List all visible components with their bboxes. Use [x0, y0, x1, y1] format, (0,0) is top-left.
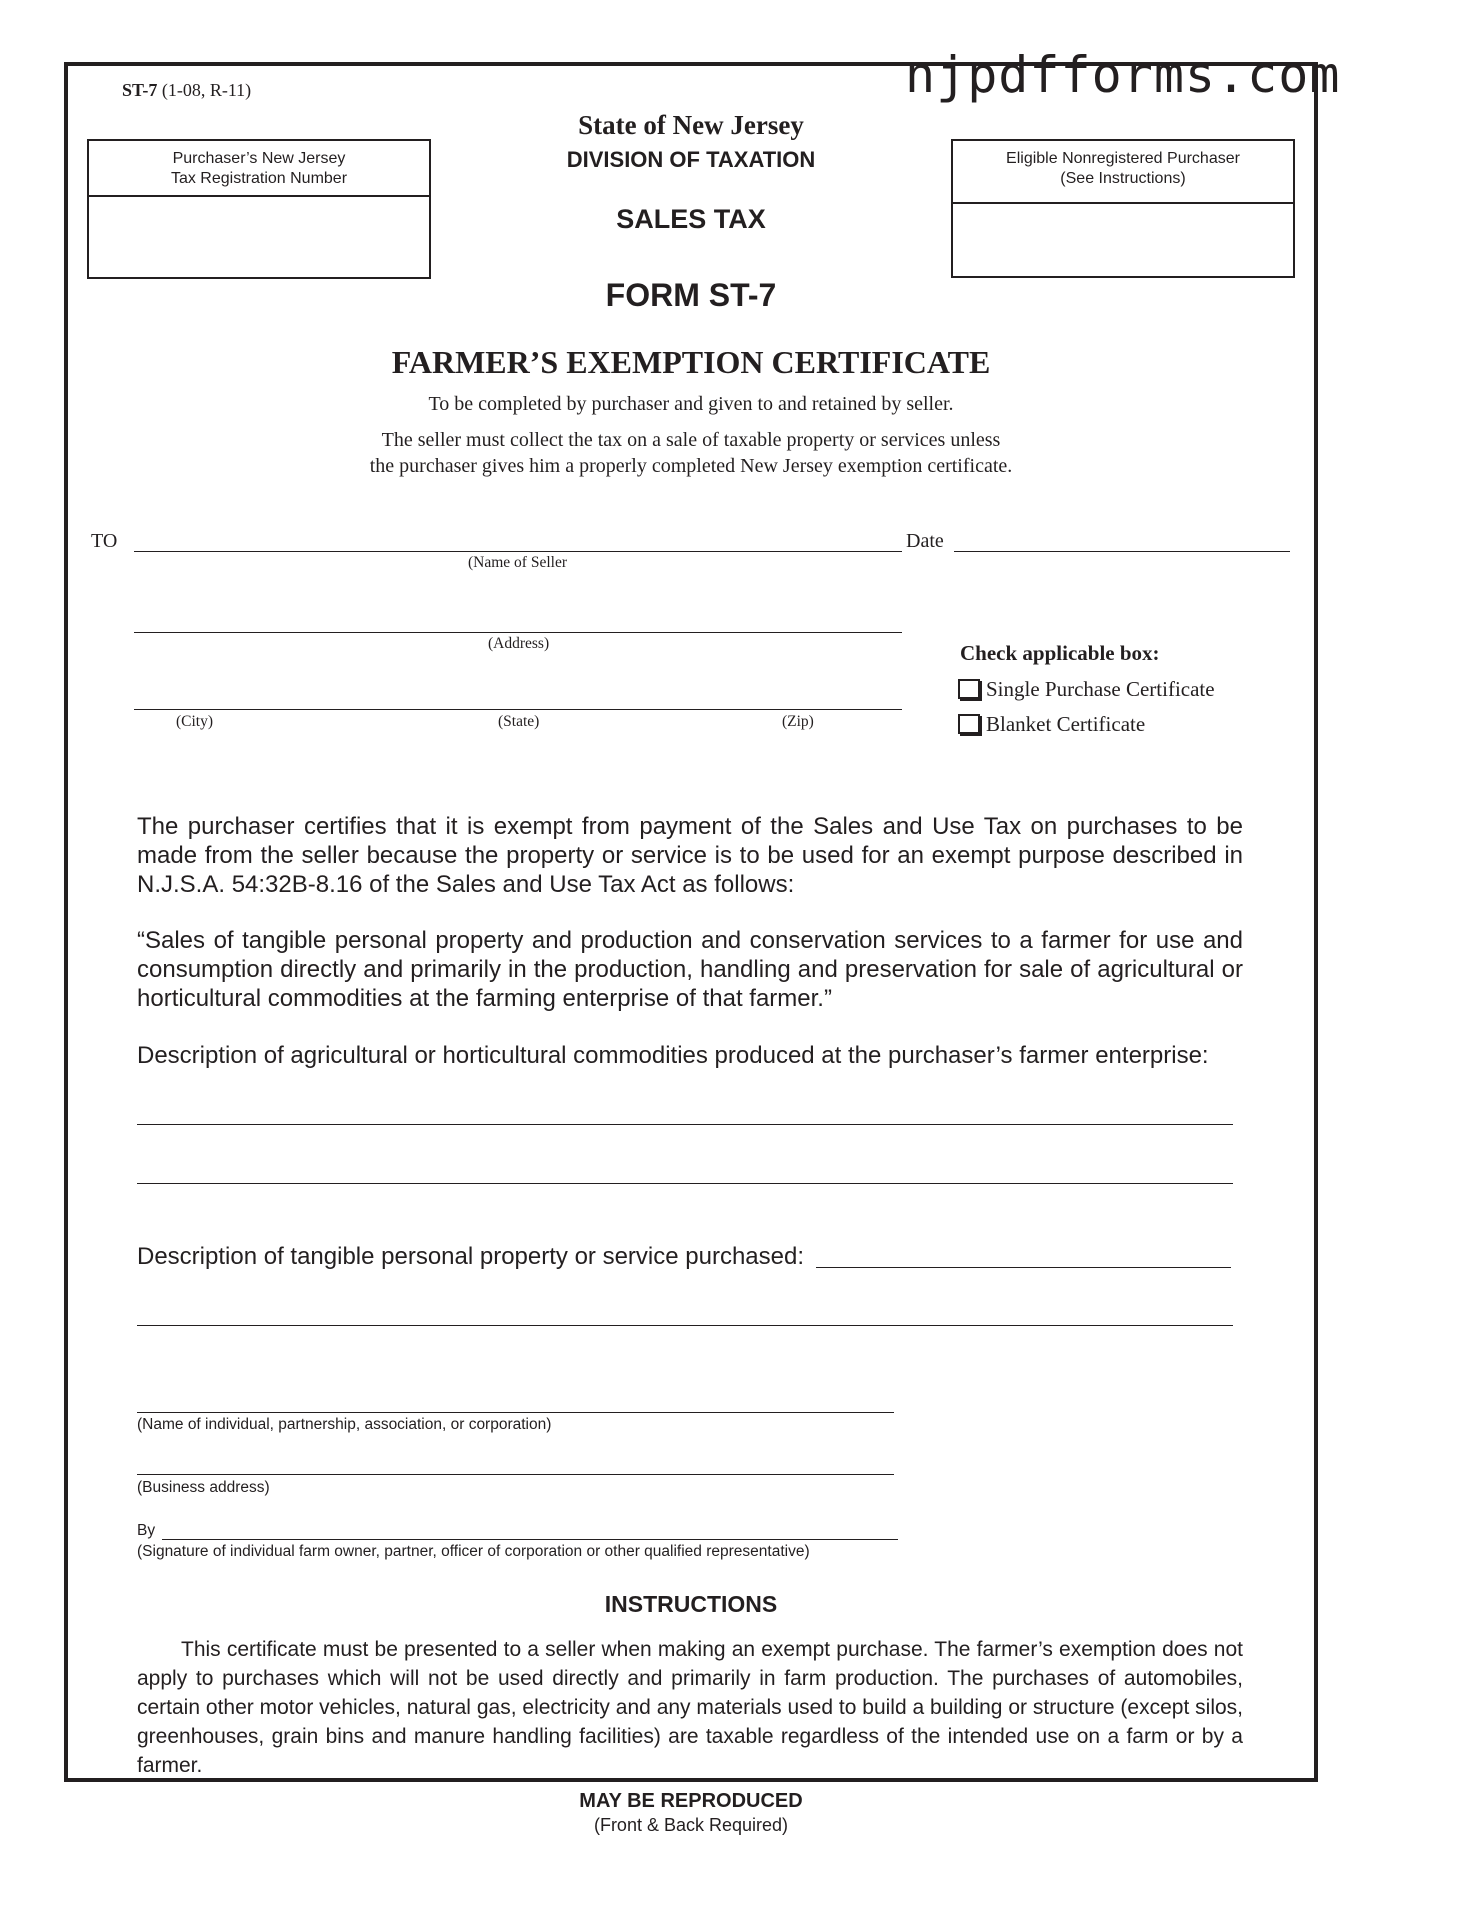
property-field-2[interactable] [137, 1325, 1233, 1326]
state-title: State of New Jersey [578, 110, 804, 140]
seller-address-field[interactable] [134, 632, 902, 633]
tax-registration-header [89, 141, 429, 197]
division-title: DIVISION OF TAXATION [566, 147, 816, 172]
tax-registration-label-1: Purchaser’s New Jersey [172, 150, 346, 167]
blanket-certificate-checkbox[interactable] [958, 714, 980, 734]
business-address-field[interactable] [137, 1474, 894, 1475]
form-revision: (1-08, R-11) [161, 80, 252, 100]
zip-caption: (Zip) [782, 713, 814, 730]
blanket-certificate-label: Blanket Certificate [986, 712, 1146, 736]
certification-paragraph: The purchaser certifies that it is exempt from payment of the Sales and Use Tax on purchases to be made from the seller because the property or service is to be used for an exempt purpose described in N.J.S.A. 54:32B-8.16 of the Sales and Use Tax Act as follows: [137, 813, 1243, 898]
city-state-zip-field[interactable] [134, 709, 902, 710]
nonregistered-label-1: Eligible Nonregistered Purchaser [1006, 150, 1240, 167]
purchaser-name-field[interactable] [137, 1412, 894, 1413]
tax-type-title: SALES TAX [616, 204, 766, 234]
seller-notice-line2: the purchaser gives him a properly completed New Jersey exemption certificate. [369, 455, 1013, 477]
by-label: By [137, 1522, 156, 1539]
front-back-note: (Front & Back Required) [593, 1815, 789, 1835]
watermark: njpdfforms.com [905, 46, 1341, 104]
single-purchase-label: Single Purchase Certificate [986, 677, 1215, 701]
nonregistered-label-2: (See Instructions) [1060, 170, 1186, 187]
commodities-field-1[interactable] [137, 1124, 1233, 1125]
instructions-heading: INSTRUCTIONS [604, 1591, 778, 1617]
form-code [122, 80, 251, 101]
tax-registration-box [87, 139, 431, 279]
commodities-label: Description of agricultural or horticultural commodities produced at the purchaser’s farmer enterprise: [137, 1042, 1209, 1069]
nonregistered-purchaser-header [953, 141, 1293, 204]
signature-field[interactable] [162, 1539, 898, 1540]
signature-caption: (Signature of individual farm owner, partner, officer of corporation or other qualified representative) [137, 1543, 810, 1560]
nonregistered-purchaser-box [951, 139, 1295, 278]
seller-name-field[interactable] [134, 551, 902, 552]
date-label: Date [906, 530, 944, 552]
may-be-reproduced: MAY BE REPRODUCED [579, 1790, 803, 1812]
check-box-heading: Check applicable box: [960, 641, 1160, 665]
property-field-1[interactable] [816, 1267, 1231, 1268]
to-label: TO [91, 530, 118, 552]
certificate-subtitle: To be completed by purchaser and given to and retained by seller. [428, 393, 954, 415]
date-field[interactable] [954, 551, 1290, 552]
certificate-title: FARMER’S EXEMPTION CERTIFICATE [391, 344, 991, 380]
form-border [64, 62, 1318, 1782]
form-name-title: FORM ST-7 [605, 277, 777, 313]
tax-registration-field[interactable] [89, 197, 429, 277]
purchaser-name-caption: (Name of individual, partnership, association, or corporation) [137, 1416, 552, 1433]
form-id: ST-7 [122, 80, 158, 100]
tax-registration-label-2: Tax Registration Number [170, 170, 348, 187]
business-address-caption: (Business address) [137, 1479, 270, 1496]
commodities-field-2[interactable] [137, 1183, 1233, 1184]
address-caption: (Address) [488, 635, 550, 652]
instructions-text: This certificate must be presented to a seller when making an exempt purchase. The farmer’s exemption does not apply to purchases which will not be used directly and primarily in farm production. The purchases of automobiles, certain other motor vehicles, natural gas, electricity and any materials used to build a building or structure (except silos, greenhouses, grain bins and manure handling facilities) are taxable regardless of the intended use on a farm or by a farmer. [137, 1638, 1243, 1777]
statute-quote: “Sales of tangible personal property and production and conservation services to a farmer for use and consumption directly and primarily in the production, handling and preservation for sale of agricultural or horticultural commodities at the farming enterprise of that farmer.” [137, 927, 1243, 1012]
seller-name-caption: (Name of Seller [468, 554, 567, 571]
property-label: Description of tangible personal property or service purchased: [137, 1243, 805, 1270]
seller-notice-line1: The seller must collect the tax on a sale of taxable property or services unless [381, 429, 1001, 451]
single-purchase-checkbox[interactable] [958, 679, 980, 699]
nonregistered-purchaser-field[interactable] [953, 204, 1293, 276]
city-caption: (City) [176, 713, 214, 730]
state-caption: (State) [498, 713, 540, 730]
